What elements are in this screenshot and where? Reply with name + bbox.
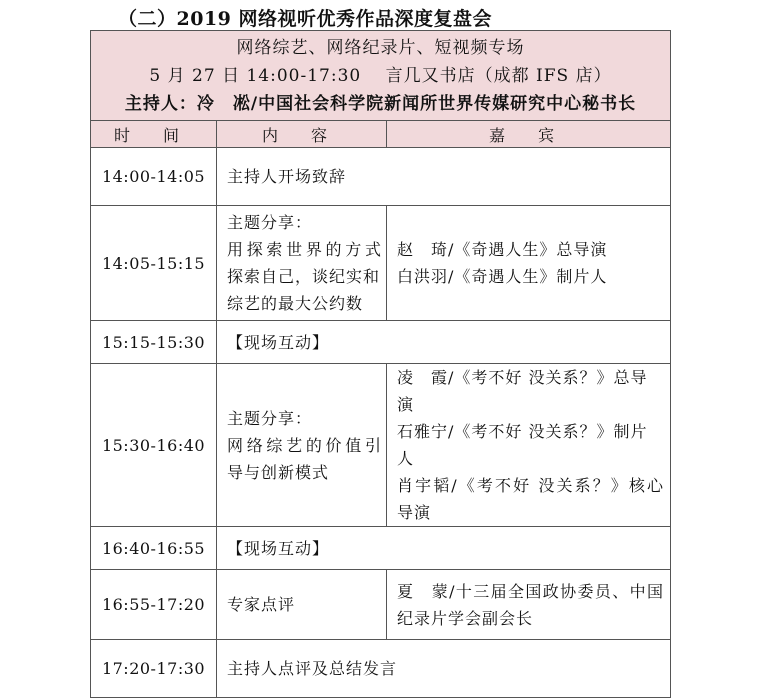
time-cell: 16:55-17:20 [91, 570, 217, 640]
table-row [91, 640, 671, 698]
content-cell [217, 527, 671, 570]
guest-cell [387, 570, 671, 640]
content-line: 主持人点评及总结发言 [227, 659, 398, 678]
column-header-row [91, 121, 671, 148]
content-cell [217, 570, 387, 640]
content-line: 【现场互动】 [227, 332, 330, 352]
time-cell: 16:40-16:55 [91, 527, 217, 570]
banner [91, 31, 671, 121]
guest-cell [387, 206, 671, 321]
content-line: 探索自己，谈纪实和 [227, 267, 381, 286]
column-header-guests: 嘉 宾 [387, 121, 671, 148]
content-line: 用探索世界的方式 [227, 240, 382, 259]
time-cell: 15:30-16:40 [91, 364, 217, 527]
table-row [91, 148, 671, 206]
column-header-time: 时 间 [91, 121, 217, 148]
content-line: 主题分享： [227, 213, 313, 232]
time-cell: 15:15-15:30 [91, 321, 217, 364]
banner-host: 主持人：冷 凇/中国社会科学院新闻所世界传媒研究中心秘书长 [124, 94, 637, 114]
time-cell: 14:00-14:05 [91, 148, 217, 206]
table-row [91, 321, 671, 364]
time-cell: 17:20-17:30 [91, 640, 217, 698]
guest-line: 肖宇韬/《考不好 没关系？》核心 [397, 476, 665, 495]
column-header-content: 内 容 [217, 121, 387, 148]
content-cell [217, 640, 671, 698]
content-cell [217, 364, 387, 527]
content-line: 综艺的最大公约数 [227, 294, 364, 313]
table-row [91, 527, 671, 570]
table-row [91, 206, 671, 321]
content-line: 导与创新模式 [227, 462, 330, 482]
banner-date-venue: 5 月 27 日 14:00-17:30 言几又书店（成都 IFS 店） [149, 66, 612, 86]
table-row [91, 364, 671, 527]
guest-line: 凌 霞/《考不好 没关系？》总导演 [397, 368, 648, 414]
content-line: 专家点评 [227, 595, 296, 614]
banner-row [91, 31, 671, 121]
section-heading: （二）2019 网络视听优秀作品深度复盘会 [118, 8, 492, 30]
content-line: 【现场互动】 [227, 538, 330, 558]
content-cell [217, 148, 671, 206]
banner-session-title: 网络综艺、网络纪录片、短视频专场 [236, 38, 525, 58]
schedule-table [90, 30, 671, 698]
content-line: 主题分享： [227, 408, 313, 428]
guest-line: 夏 蒙/十三届全国政协委员、中国 [397, 581, 665, 601]
guest-line: 石雅宁/《考不好 没关系？》制片人 [397, 422, 648, 468]
content-cell [217, 321, 671, 364]
content-line: 主持人开场致辞 [227, 167, 347, 186]
guest-line: 白洪羽/《奇遇人生》制片人 [397, 267, 608, 286]
table-row [91, 570, 671, 640]
guest-cell [387, 364, 671, 527]
guest-line: 导演 [397, 503, 432, 522]
content-line: 网络综艺的价值引 [227, 435, 382, 455]
guest-line: 纪录片学会副会长 [397, 608, 534, 628]
guest-line: 赵 琦/《奇遇人生》总导演 [397, 240, 608, 259]
content-cell [217, 206, 387, 321]
time-cell: 14:05-15:15 [91, 206, 217, 321]
